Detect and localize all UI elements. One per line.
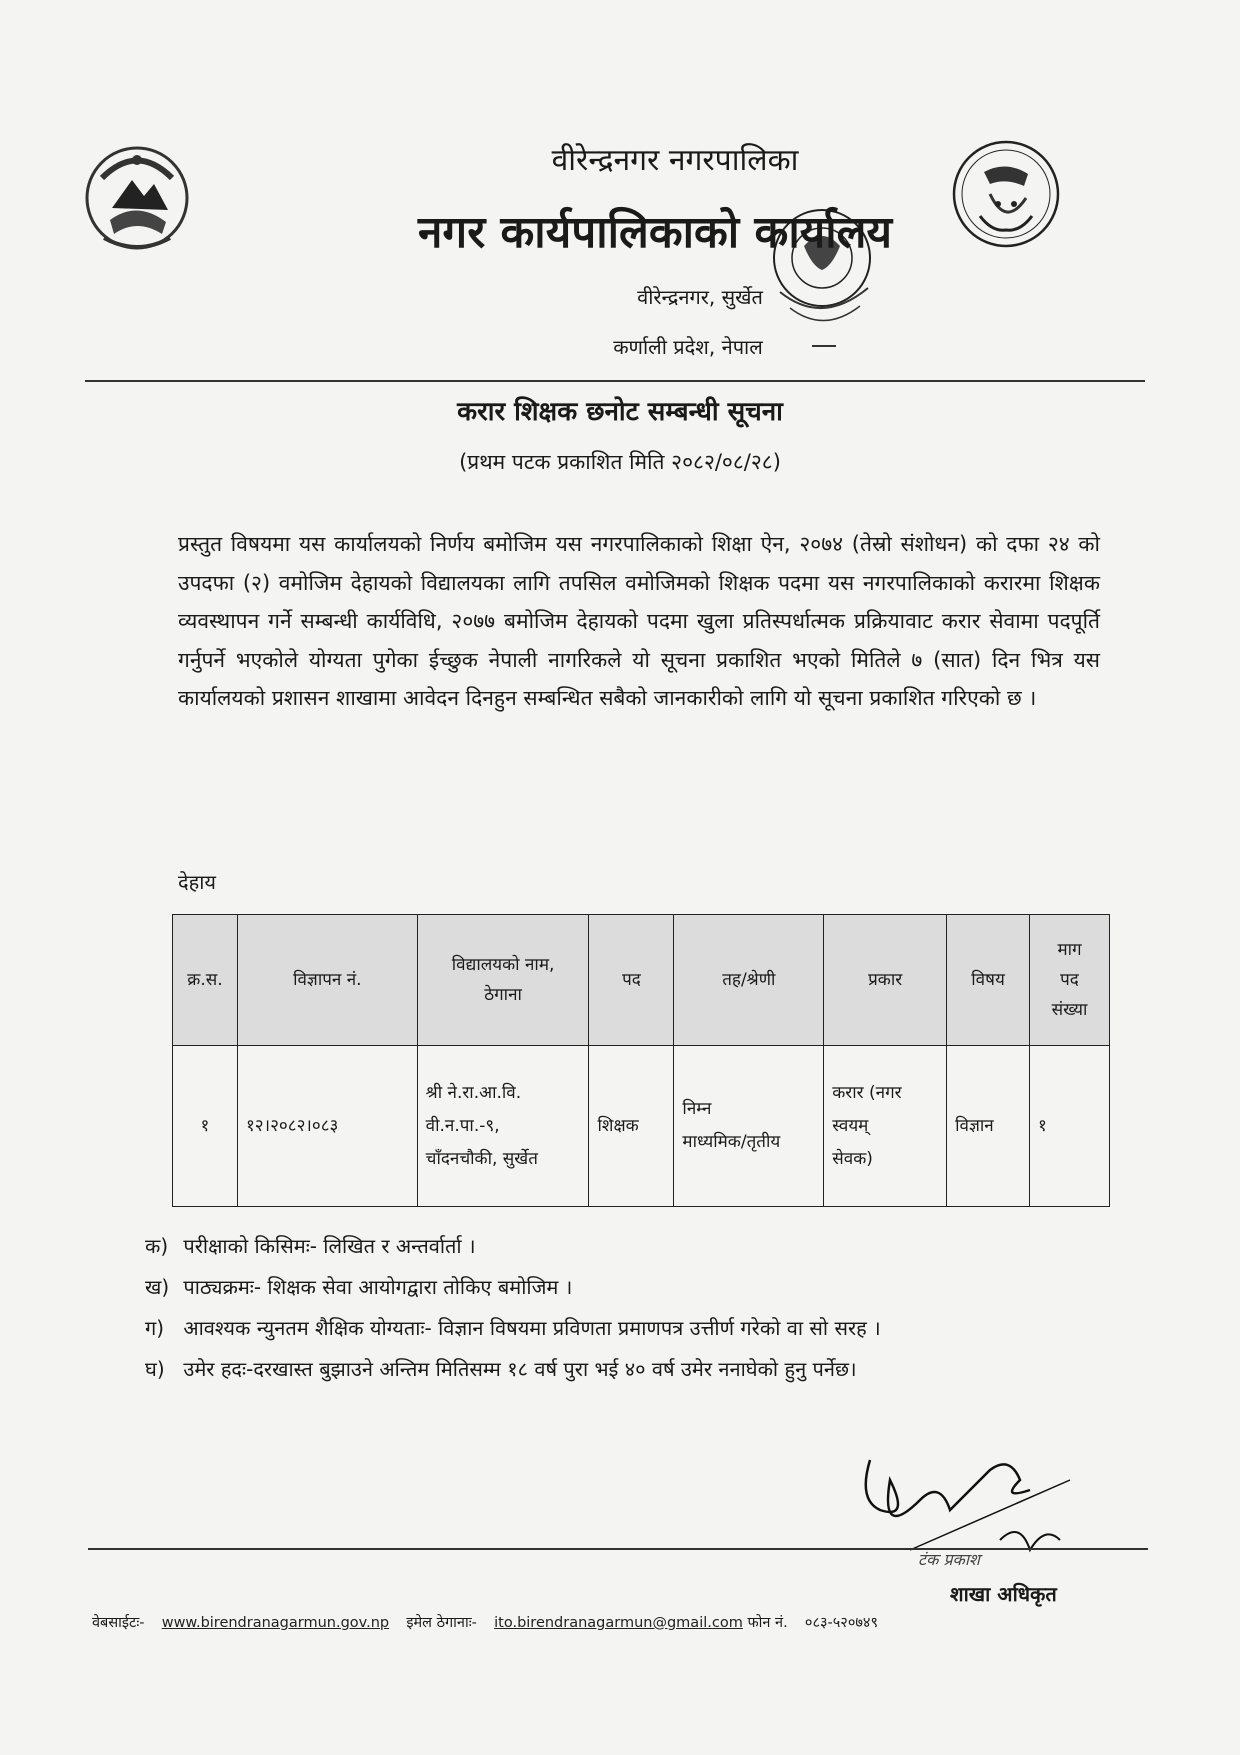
office-province: कर्णाली प्रदेश, नेपाल — [613, 335, 763, 359]
list-item — [145, 1226, 1135, 1267]
notice-body: प्रस्तुत विषयमा यस कार्यालयको निर्णय बमोजिम यस नगरपालिकाको शिक्षा ऐन, २०७४ (तेस्रो संशोधन) को दफा २४ को उपदफा (२) वमोजिम देहायको विद्यालयका लागि तपसिल वमोजिमको शिक्षक पदमा यस नगरपालिकाको करारमा शिक्षक व्यवस्थापन गर्ने सम्बन्धी कार्यविधि, २०७७ बमोजिम देहायको पदमा खुला प्रतिस्पर्धात्मक प्रक्रियावाट करार सेवामा पदपूर्ति गर्नुपर्ने भएकोले योग्यता पुगेका ईच्छुक नेपाली नागरिकले यो सूचना प्रकाशित भएको मितिले ७ (सात) दिन भित्र यस कार्यालयको प्रशासन शाखामा आवेदन दिनहुन सम्बन्धित सबैको जानकारीको लागि यो सूचना प्रकाशित गरिएको छ । — [178, 532, 1100, 710]
header-divider — [85, 380, 1145, 382]
list-marker: ग) — [145, 1316, 165, 1340]
header-demand — [1030, 915, 1110, 1046]
cell-school-line: चाँदनचौकी, सुर्खेत — [425, 1148, 538, 1169]
officer-title: शाखा अधिकृत — [950, 1582, 1057, 1606]
cell-school-line: श्री ने.रा.आ.वि. — [425, 1082, 522, 1103]
conditions-list — [145, 1226, 1135, 1390]
header-demand-line: माग — [1057, 940, 1082, 960]
cell-demand: १ — [1030, 1046, 1110, 1207]
list-marker: ख) — [145, 1275, 170, 1299]
cell-type-line: करार (नगर — [832, 1082, 902, 1103]
list-item — [145, 1308, 1135, 1349]
header-school-line: ठेगाना — [484, 985, 522, 1005]
header-school-line: विद्यालयको नाम, — [451, 955, 555, 975]
phone-number: ०८३-५२०७४९ — [804, 1615, 878, 1631]
email-link[interactable]: ito.birendranagarmun@gmail.com — [494, 1615, 743, 1631]
table-caption: देहाय — [178, 870, 217, 894]
cell-school-line: वी.न.पा.-९, — [425, 1115, 500, 1136]
footer-divider — [88, 1548, 1148, 1550]
cell-level — [674, 1046, 824, 1207]
cell-ad-no: १२।२०८२।०८३ — [237, 1046, 417, 1207]
cell-type-line: सेवक) — [832, 1148, 873, 1169]
phone-label: फोन नं. — [747, 1615, 788, 1631]
cell-sn: १ — [173, 1046, 238, 1207]
list-item — [145, 1349, 1135, 1390]
email-label: इमेल ठेगानाः- — [406, 1615, 477, 1631]
cell-school — [417, 1046, 589, 1207]
cell-post: शिक्षक — [589, 1046, 674, 1207]
cell-level-line: माध्यमिक/तृतीय — [682, 1132, 781, 1152]
header-sn: क्र.स. — [173, 915, 238, 1046]
header-demand-line: संख्या — [1051, 1000, 1088, 1020]
notice-subtitle: (प्रथम पटक प्रकाशित मिति २०८२/०८/२८) — [459, 450, 781, 474]
website-link[interactable]: www.birendranagarmun.gov.np — [161, 1615, 390, 1631]
cell-type — [824, 1046, 947, 1207]
cell-type-line: स्वयम् — [832, 1115, 869, 1136]
officer-name: टंक प्रकाश — [918, 1550, 980, 1569]
office-name: नगर कार्यपालिकाको कार्यालय — [418, 207, 892, 258]
cell-subject: विज्ञान — [947, 1046, 1030, 1207]
table-header-row — [173, 915, 1110, 1046]
list-text: उमेर हदः-दरखास्त बुझाउने अन्तिम मितिसम्म १८ वर्ष पुरा भई ४० वर्ष उमेर ननाघेको हुनु पर्नेछ। — [183, 1357, 857, 1381]
header-ad-no: विज्ञापन नं. — [237, 915, 417, 1046]
list-item — [145, 1267, 1135, 1308]
header-demand-line: पद — [1060, 970, 1079, 990]
list-marker: घ) — [145, 1357, 165, 1381]
header-subject: विषय — [947, 915, 1030, 1046]
footer-contact — [92, 1612, 878, 1632]
cell-level-line: निम्न — [682, 1099, 712, 1119]
list-text: आवश्यक न्युनतम शैक्षिक योग्यताः- विज्ञान विषयमा प्रविणता प्रमाणपत्र उत्तीर्ण गरेको वा सो सरह । — [183, 1316, 881, 1340]
table-row — [173, 1046, 1110, 1207]
office-address: वीरेन्द्रनगर, सुर्खेत — [637, 285, 763, 309]
header-post: पद — [589, 915, 674, 1046]
notice-title: करार शिक्षक छनोट सम्बन्धी सूचना — [457, 397, 783, 427]
list-text: परीक्षाको किसिमः- लिखित र अन्तर्वार्ता । — [183, 1234, 476, 1258]
vacancy-table — [172, 914, 1110, 1207]
list-text: पाठ्यक्रमः- शिक्षक सेवा आयोगद्वारा तोकिए बमोजिम । — [183, 1275, 573, 1299]
website-label: वेबसाईटः- — [92, 1615, 145, 1631]
municipality-name: वीरेन्द्रनगर नगरपालिका — [551, 143, 799, 178]
list-marker: क) — [145, 1234, 169, 1258]
header-school — [417, 915, 589, 1046]
header-level: तह/श्रेणी — [674, 915, 824, 1046]
header-type: प्रकार — [824, 915, 947, 1046]
